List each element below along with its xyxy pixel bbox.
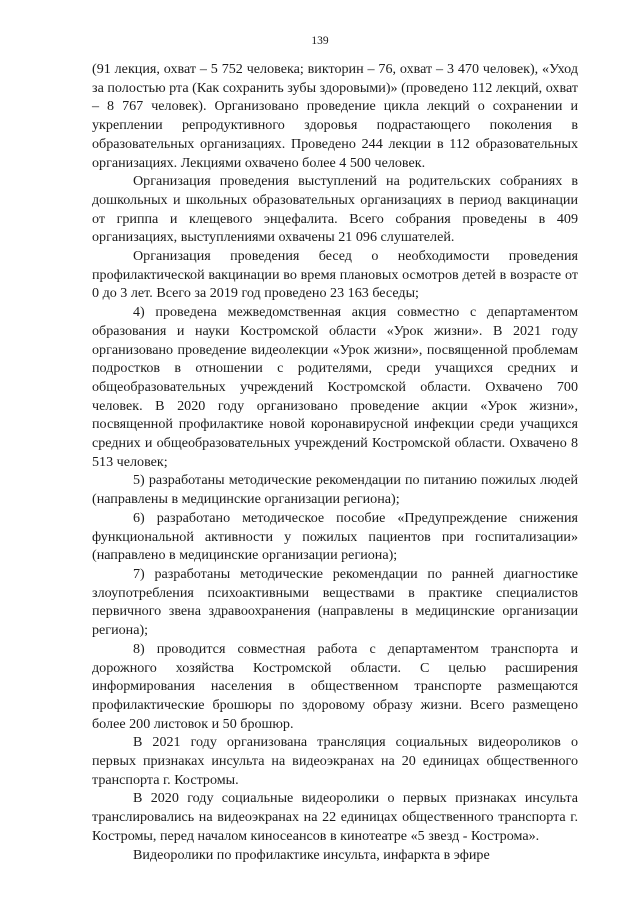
paragraph-vaccination-talks: Организация проведения бесед о необходимости проведения профилактической вакцинации во время плановых осмотров детей в возрасте от 0 до 3 лет. Всего за 2019 год проведено 23 163 беседы;	[92, 248, 578, 302]
paragraph-lecture-summary: (91 лекция, охват – 5 752 человека; викторин – 76, охват – 3 470 человек), «Уход за полостью рта (Как сохранить зубы здоровыми)» (проведено 112 лекций, охват – 8 767 человек). Организовано проведение цикла лекций о сохранении и укреплении репродуктивного здоровья подрастающего поколения в образовательных организациях. Проведено 244 лекции в 112 образовательных организациях. Лекциями охвачено более 4 500 человек.	[92, 61, 578, 171]
paragraph-item-4-lesson-of-life: 4) проведена межведомственная акция совместно с департаментом образования и науки Костромской области «Урок жизни». В 2021 году организовано проведение видеолекции «Урок жизни», посвященной проблемам подростков в отношении с родителями, среди учащихся средних и общеобразовательных учреждений Костромской области. Охвачено 700 человек. В 2020 году организовано проведение акции «Урок жизни», посвященной профилактике новой коронавирусной инфекции среди учащихся средних и общеобразовательных учреждений Костромской области. Охвачено 8 513 человек;	[92, 304, 578, 470]
paragraph-videos-on-air: Видеоролики по профилактике инсульта, инфаркта в эфире	[133, 846, 490, 863]
paragraph-item-5-nutrition: 5) разработаны методические рекомендации по питанию пожилых людей (направлены в медицинские организации региона);	[92, 472, 578, 508]
paragraph-item-6-manual: 6) разработано методическое пособие «Предупреждение снижения функциональной активности у пожилых пациентов при госпитализации» (направлено в медицинские организации региона);	[92, 509, 578, 564]
page-number: 139	[311, 35, 329, 47]
paragraph-item-7-diagnostics: 7) разработаны методические рекомендации по ранней диагностике злоупотребления психоактивными веществами в практике специалистов первичного звена здравоохранения (направлены в медицинские организации региона);	[92, 565, 578, 639]
paragraph-item-8-transport: 8) проводится совместная работа с департаментом транспорта и дорожного хозяйства Костромской области. С целью расширения информирования населения в общественном транспорте размещаются профилактические брошюры по здоровому образу жизни. Всего размещено более 200 листовок и 50 брошюр.	[92, 640, 578, 732]
paragraph-parent-meetings: Организация проведения выступлений на родительских собраниях в дошкольных и школьных образовательных организациях в период вакцинации от гриппа и клещевого энцефалита. Всего собрания проведены в 409 организациях, выступлениями охвачены 21 096 слушателей.	[92, 173, 578, 246]
paragraph-2021-videos: В 2021 году организована трансляция социальных видеороликов о первых признаках инсульта на видеоэкранах на 20 единицах общественного транспорта г. Костромы.	[92, 734, 578, 788]
document-body	[92, 60, 578, 864]
paragraph-2020-videos: В 2020 году социальные видеоролики о первых признаках инсульта транслировались на видеоэкранах на 22 единицах общественного транспорта г. Костромы, перед началом киносеансов в кинотеатре «5 звезд - Кострома».	[92, 790, 578, 844]
